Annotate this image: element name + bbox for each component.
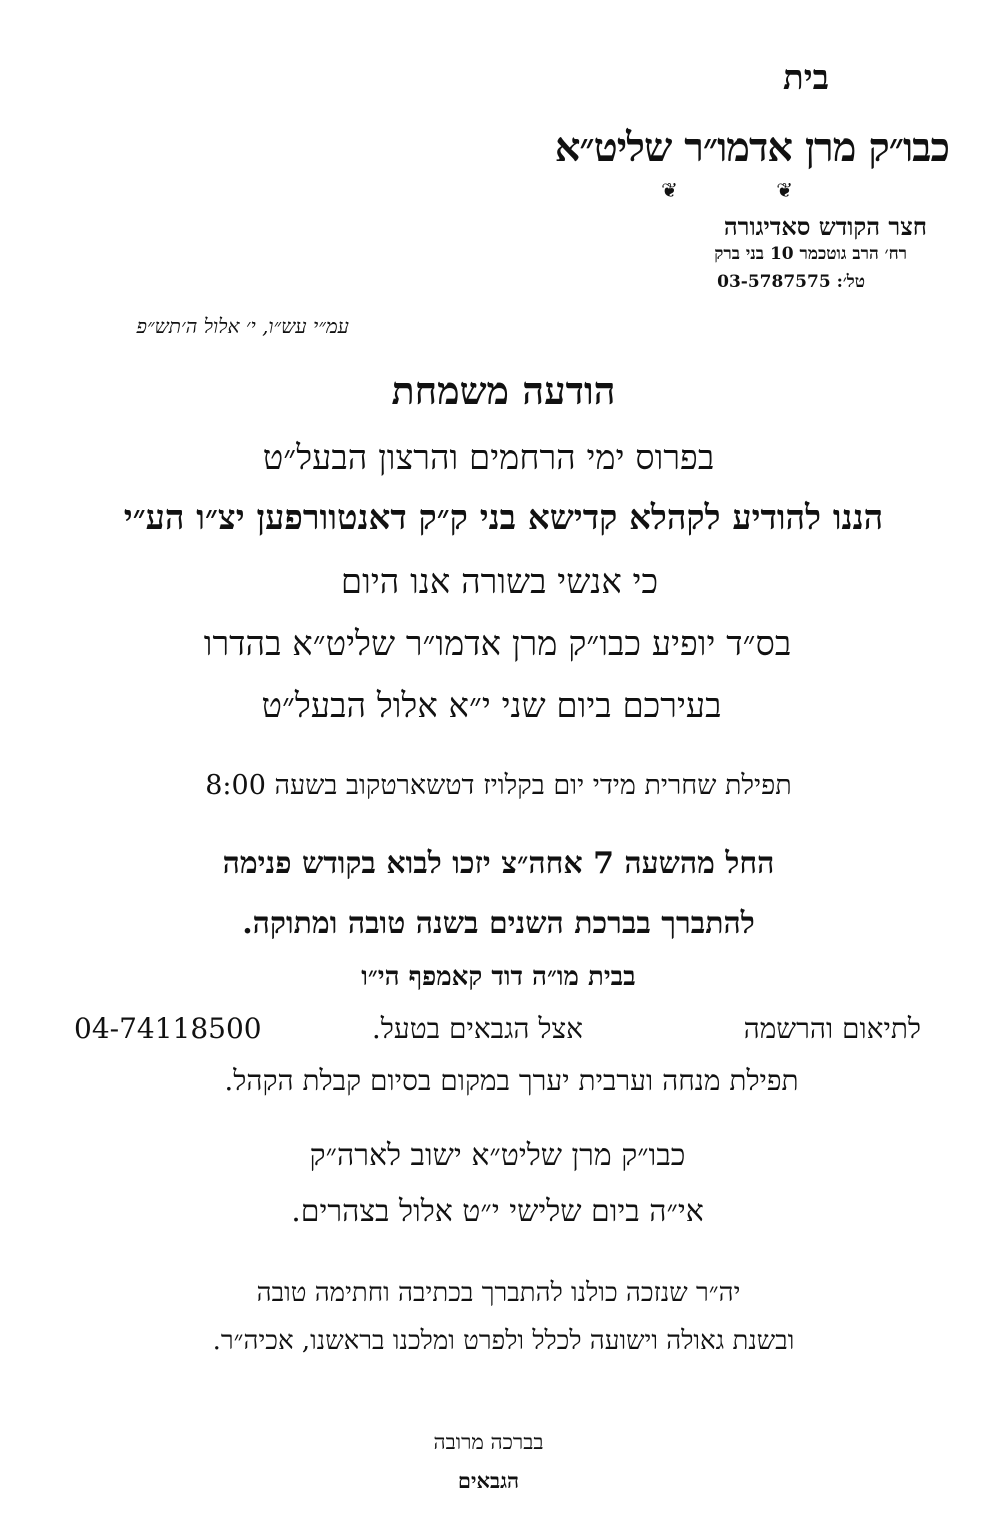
announcement-line-2: הננו להודיע לקהלא קדישא בני ק״ק דאנטוורפען יצ״ו הע״י <box>123 498 884 538</box>
letterhead-address: רח׳ הרב גוטכמר 10 בני ברק <box>714 244 907 264</box>
document-date: עמ״י עש״ו, י׳ אלול ה׳תש״פ <box>136 314 349 338</box>
letterhead-court: חצר הקודש סאדיגורה <box>723 212 927 241</box>
letterhead-rebbe-name: כבו״ק מרן אדמו״ר שליט״א <box>554 124 949 171</box>
announcement-line-1: בפרוס ימי הרחמים והרצון הבעל״ט <box>262 438 715 478</box>
letterhead-phone-line <box>717 272 865 292</box>
page-title: הודעה משמחת <box>391 368 616 413</box>
letterhead-ornament-icon: ❦ ❦ <box>661 178 839 202</box>
letterhead-beit: בית <box>782 58 829 98</box>
announcement-line-4: בס״ד יופיע כבו״ק מרן אדמו״ר שליט״א בהדרו <box>203 624 792 664</box>
signature-greeting: בברכה מרובה <box>433 1430 544 1454</box>
announcement-line-5: בעירכם ביום שני י״א אלול הבעל״ט <box>261 686 722 726</box>
announcement-line-3: כי אנשי בשורה אנו היום <box>340 562 659 602</box>
letterhead-phone: 03-5787575 <box>717 272 831 292</box>
signature-signers: הגבאים <box>457 1468 520 1493</box>
registration-label: לתיאום והרשמה <box>743 1012 921 1045</box>
return-line-2: אי״ה ביום שלישי י״ט אלול בצהרים. <box>291 1194 704 1229</box>
blessing-line-1: יה״ר שנזכה כולנו להתברך בכתיבה וחתימה טובה <box>256 1278 741 1308</box>
entry-line-1: החל מהשעה 7 אחה״צ יזכו לבוא בקודש פנימה <box>222 846 775 881</box>
return-line-1: כבו״ק מרן שליט״א ישוב לארה״ק <box>309 1138 686 1173</box>
mincha-notice: תפילת מנחה וערבית יערך במקום בסיום קבלת הקהל. <box>224 1064 799 1097</box>
entry-line-2: להתברך בברכת השנים בשנה טובה ומתוקה. <box>242 906 755 941</box>
registration-gabbaim: אצל הגבאים בטעל. <box>371 1012 583 1045</box>
letterhead-phone-label: טל׳: <box>836 272 865 292</box>
shacharit-notice: תפילת שחרית מידי יום בקלויז דטשארטקוב בשעה 8:00 <box>205 770 792 801</box>
entry-location: בבית מו״ה דוד קאמפף הי״ו <box>361 962 636 992</box>
registration-phone: 04-74118500 <box>74 1012 262 1045</box>
blessing-line-2: ובשנת גאולה וישועה לכלל ולפרט ומלכנו בראשנו, אכיה״ר. <box>212 1326 795 1356</box>
